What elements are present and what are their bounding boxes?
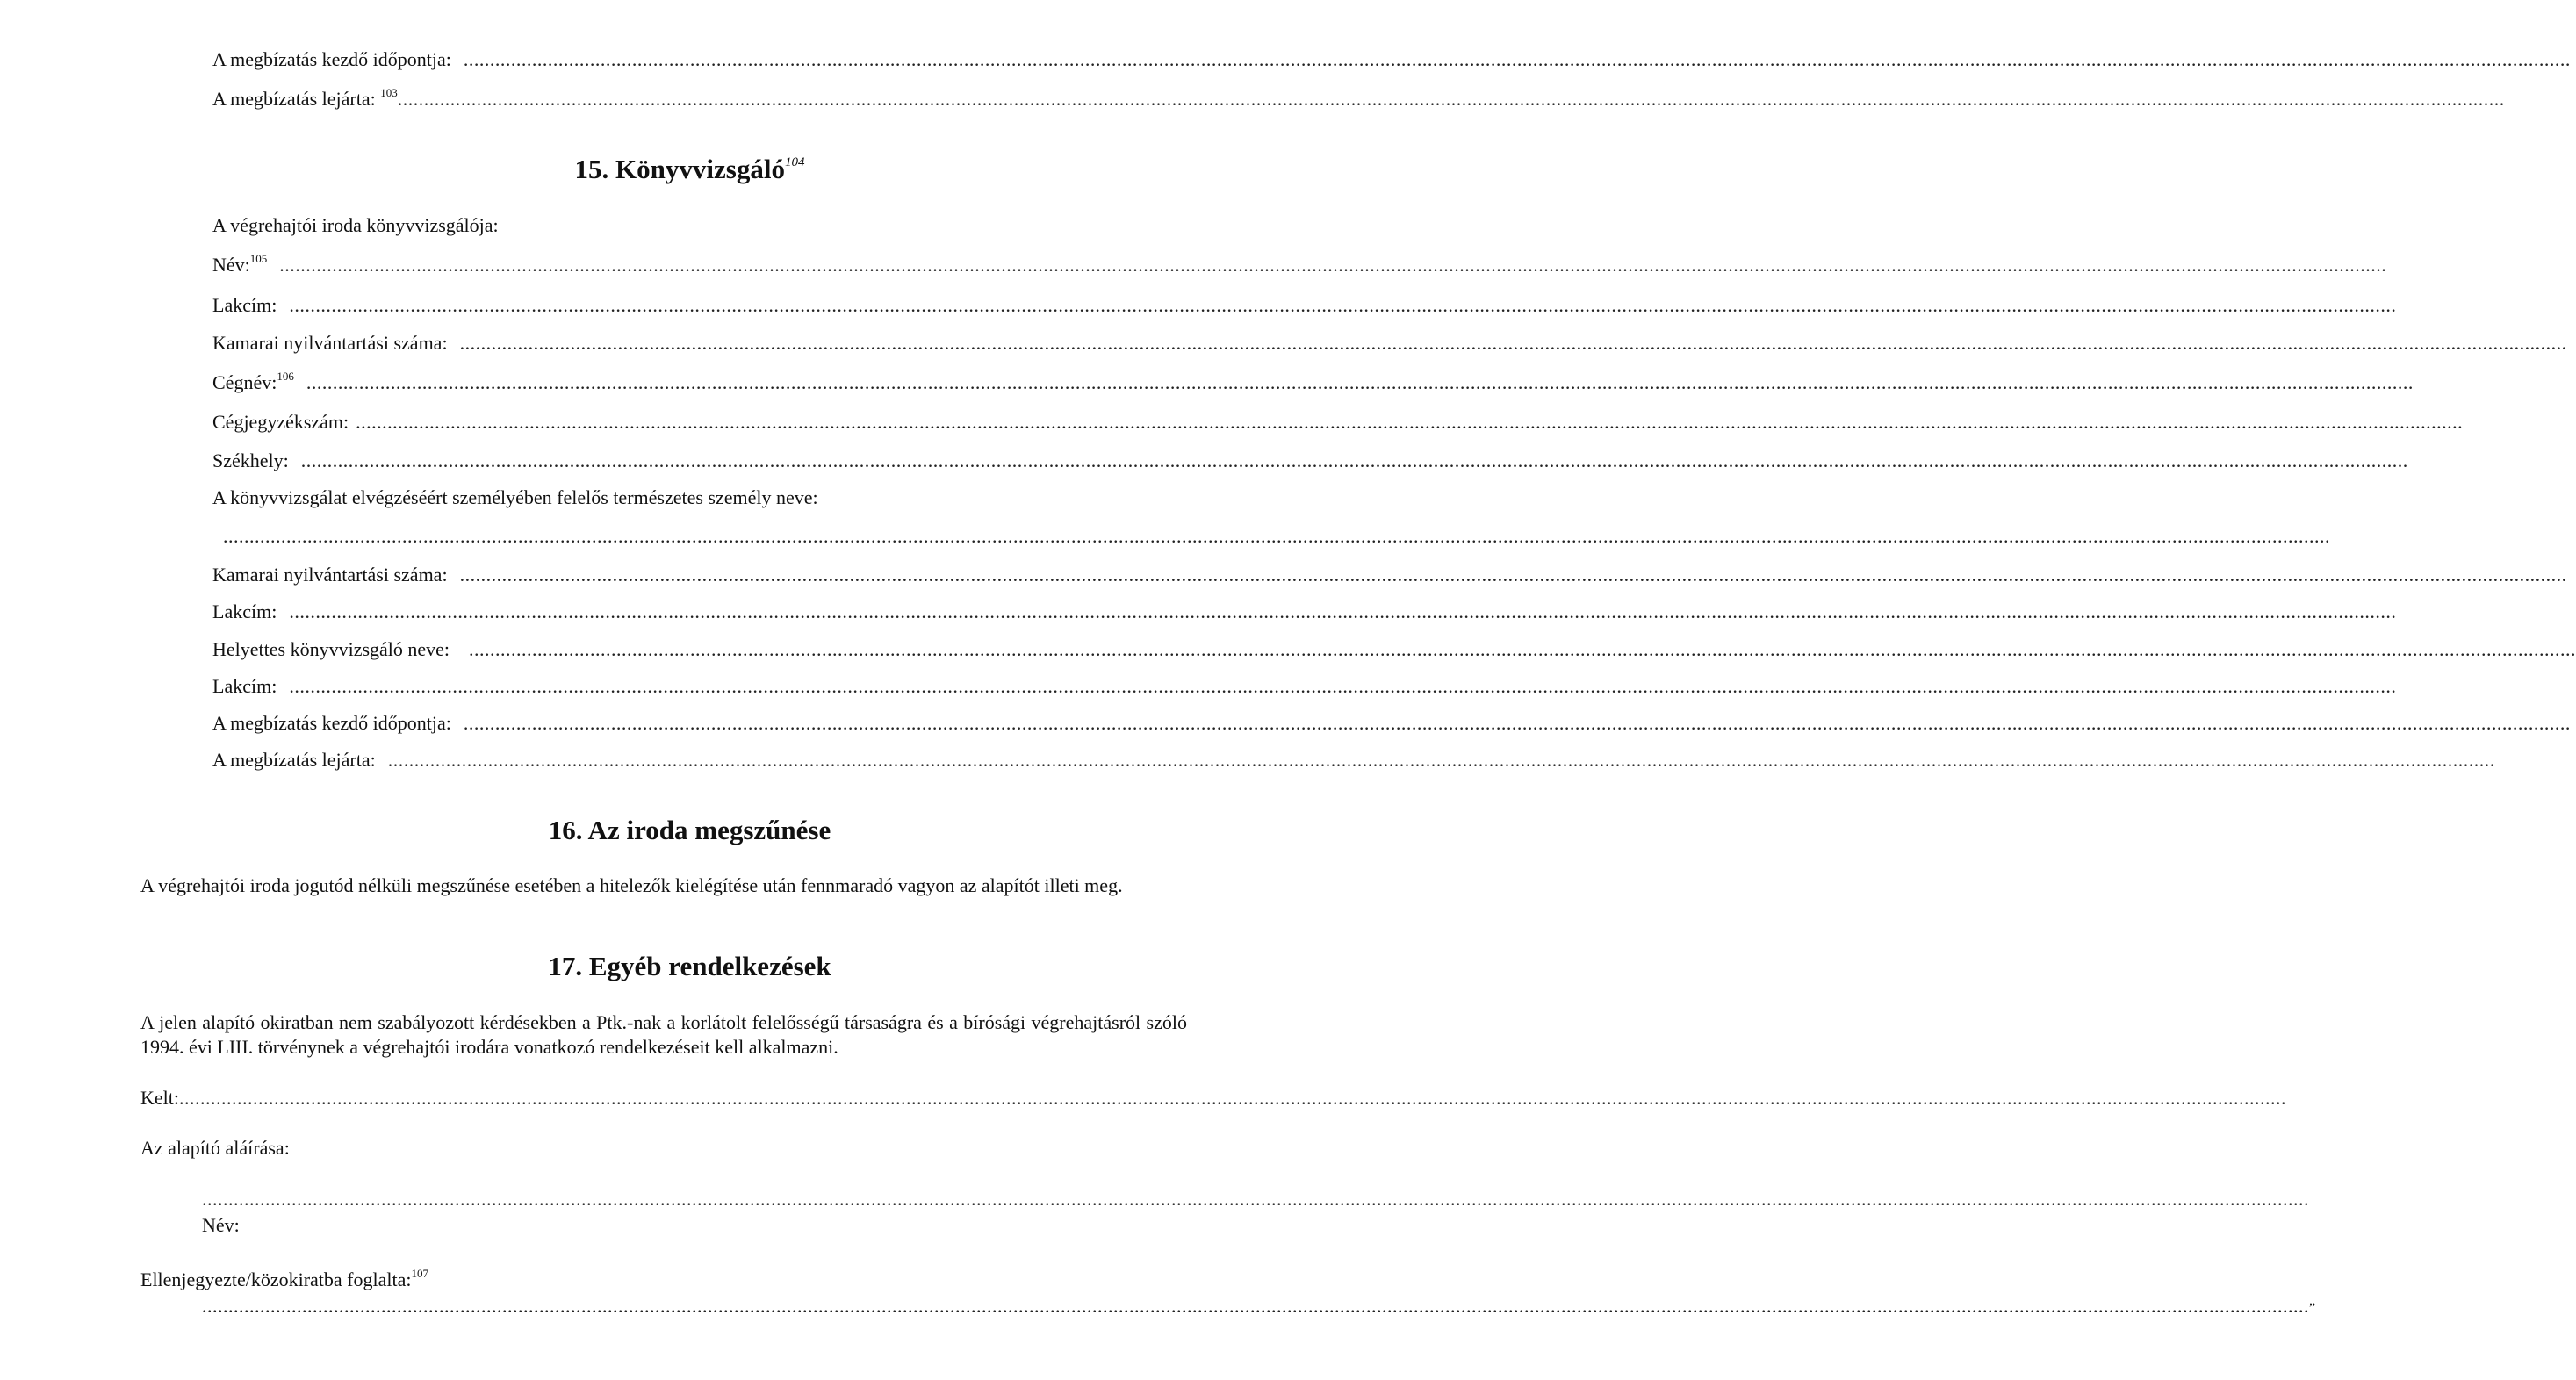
fill-dots: ................................................................................................................................................................................................................................................................................................................................................................................................................ (202, 1188, 2309, 1210)
fill-dots: ................................................................................................................................................................................................................................................................................................................................................................................................................ (356, 411, 2464, 433)
footnote-ref: 105 (249, 252, 268, 265)
fill-dots: ................................................................................................................................................................................................................................................................................................................................................................................................................ (279, 254, 2387, 276)
fill-dots: ................................................................................................................................................................................................................................................................................................................................................................................................................ (179, 1087, 2286, 1109)
closing-quote: ” (2309, 1301, 2316, 1316)
footnote-ref: 106 (277, 370, 294, 383)
auditor-name-line: Név:$^{105}$ ................................................................................................................................................................................................................................................................................................................................................................................................................ (212, 252, 2387, 276)
auditor-company-line: Cégnév:$^{106}$ ................................................................................................................................................................................................................................................................................................................................................................................................................ (212, 370, 2414, 393)
signature-line (202, 1187, 2309, 1211)
auditor-intro: A végrehajtói iroda könyvvizsgálója: (212, 214, 499, 236)
countersign-line (202, 1294, 2316, 1321)
fill-dots: ................................................................................................................................................................................................................................................................................................................................................................................................................ (397, 88, 2505, 110)
auditor-end-line: A megbízatás lejárta: ................................................................................................................................................................................................................................................................................................................................................................................................................ (212, 749, 2495, 771)
fill-dots: ................................................................................................................................................................................................................................................................................................................................................................................................................ (463, 48, 2571, 70)
auditor-start-line: A megbízatás kezdő időpontja: ................................................................................................................................................................................................................................................................................................................................................................................................................ (212, 712, 2571, 734)
deputy-address-line: Lakcím: ................................................................................................................................................................................................................................................................................................................................................................................................................ (212, 675, 2397, 697)
start-date-label: A megbízatás kezdő időpontja: (212, 48, 451, 70)
deputy-name-line: Helyettes könyvvizsgáló neve: ................................................................................................................................................................................................................................................................................................................................................................................................................ (212, 638, 2576, 660)
fill-dots: ................................................................................................................................................................................................................................................................................................................................................................................................................ (469, 638, 2576, 660)
end-date-label: A megbízatás lejárta: $^{103}$ (212, 86, 398, 110)
responsible-chamber-line: Kamarai nyilvántartási száma: ................................................................................................................................................................................................................................................................................................................................................................................................................ (212, 564, 2567, 586)
section-16-text: A végrehajtói iroda jogutód nélküli megszűnése esetében a hitelezők kielégítése után fennmaradó vagyon az alapítót illeti meg. (140, 874, 1123, 896)
fill-dots: ................................................................................................................................................................................................................................................................................................................................................................................................................ (289, 600, 2397, 622)
fill-dots: ................................................................................................................................................................................................................................................................................................................................................................................................................ (289, 294, 2397, 316)
auditor-address-line: Lakcím: ................................................................................................................................................................................................................................................................................................................................................................................................................ (212, 294, 2397, 316)
fill-dots: ................................................................................................................................................................................................................................................................................................................................................................................................................ (459, 332, 2567, 354)
responsible-person-line (223, 524, 2330, 549)
fill-dots: ................................................................................................................................................................................................................................................................................................................................................................................................................ (463, 712, 2571, 734)
fill-dots: ................................................................................................................................................................................................................................................................................................................................................................................................................ (202, 1295, 2309, 1317)
date-line: Kelt: ................................................................................................................................................................................................................................................................................................................................................................................................................ (140, 1087, 2286, 1109)
section-15-title: 15. Könyvvizsgáló$^{104}$ (574, 154, 805, 184)
fill-dots: ................................................................................................................................................................................................................................................................................................................................................................................................................ (223, 525, 2330, 547)
fill-dots: ................................................................................................................................................................................................................................................................................................................................................................................................................ (306, 371, 2414, 393)
footnote-ref: 104 (784, 155, 805, 169)
responsible-person-label: A könyvvizsgálat elvégzéséért személyében felelős természetes személy neve: (212, 486, 818, 508)
fill-dots: ................................................................................................................................................................................................................................................................................................................................................................................................................ (300, 449, 2408, 471)
start-date-line (212, 47, 2571, 72)
end-date-line (212, 86, 2505, 111)
section-17-title: 17. Egyéb rendelkezések (548, 951, 831, 981)
responsible-address-line: Lakcím: ................................................................................................................................................................................................................................................................................................................................................................................................................ (212, 600, 2397, 622)
footnote-ref: 103 (380, 86, 398, 99)
auditor-seat-line: Székhely: ................................................................................................................................................................................................................................................................................................................................................................................................................ (212, 449, 2408, 471)
signature-label: Az alapító aláírása: (140, 1137, 290, 1159)
fill-dots: ................................................................................................................................................................................................................................................................................................................................................................................................................ (289, 675, 2397, 697)
section-16-title: 16. Az iroda megszűnése (548, 815, 831, 845)
fill-dots: ................................................................................................................................................................................................................................................................................................................................................................................................................ (387, 749, 2495, 771)
auditor-chamber-line: Kamarai nyilvántartási száma: ................................................................................................................................................................................................................................................................................................................................................................................................................ (212, 332, 2567, 354)
countersign-label: Ellenjegyezte/közokiratba foglalta:$^{107}$ (140, 1267, 428, 1290)
section-17-text: A jelen alapító okiratban nem szabályozott kérdésekben a Ptk.-nak a korlátolt felelősségű társaságra és a bírósági végrehajtásról szóló 1994. évi LIII. törvénynek a végrehajtói irodára vonatkozó rendelkezéseit kell alkalmazni. (140, 1011, 1187, 1058)
signer-name-label: Név: (202, 1214, 240, 1236)
fill-dots: ................................................................................................................................................................................................................................................................................................................................................................................................................ (459, 564, 2567, 586)
auditor-regno-line: Cégjegyzékszám: ................................................................................................................................................................................................................................................................................................................................................................................................................ (212, 411, 2464, 433)
footnote-ref: 107 (411, 1267, 428, 1280)
